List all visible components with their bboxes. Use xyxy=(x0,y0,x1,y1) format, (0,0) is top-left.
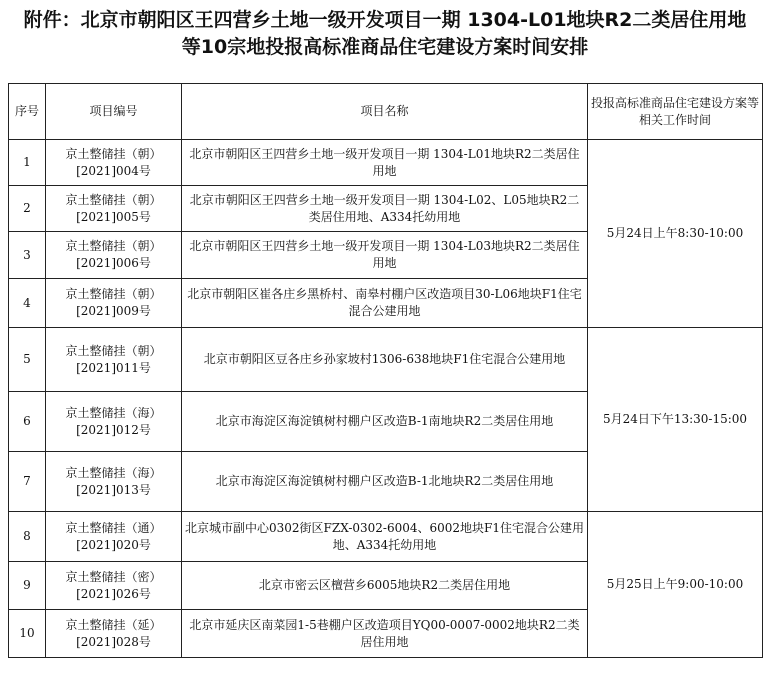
time-slot-3: 5月25日上午9:00-10:00 xyxy=(588,512,763,658)
row-code-number: [2021]013号 xyxy=(76,482,151,497)
header-time: 投报高标准商品住宅建设方案等相关工作时间 xyxy=(588,84,763,140)
row-code-number: [2021]004号 xyxy=(76,163,151,178)
row-code xyxy=(46,512,182,562)
table-row xyxy=(9,512,763,562)
row-index: 4 xyxy=(9,279,46,328)
row-name: 北京市密云区檀营乡6005地块R2二类居住用地 xyxy=(182,562,588,610)
row-code xyxy=(46,610,182,658)
row-code-prefix: 京土整储挂（密） xyxy=(65,569,162,584)
row-code-number: [2021]011号 xyxy=(76,360,151,375)
row-code-prefix: 京土整储挂（海） xyxy=(65,465,162,480)
row-index: 10 xyxy=(9,610,46,658)
row-name: 北京市海淀区海淀镇树村棚户区改造B-1南地块R2二类居住用地 xyxy=(182,392,588,452)
row-index: 6 xyxy=(9,392,46,452)
row-name: 北京城市副中心0302街区FZX-0302-6004、6002地块F1住宅混合公建用地、A334托幼用地 xyxy=(182,512,588,562)
row-code-number: [2021]009号 xyxy=(76,304,151,318)
row-code-number: [2021]020号 xyxy=(76,537,151,552)
row-code-prefix: 京土整储挂（朝） xyxy=(65,239,162,253)
row-code-number: [2021]026号 xyxy=(76,586,151,601)
row-name: 北京市朝阳区王四营乡土地一级开发项目一期 1304-L01地块R2二类居住用地 xyxy=(182,140,588,186)
title-line-1: 附件：北京市朝阳区王四营乡土地一级开发项目一期 1304-L01地块R2二类居住用地 xyxy=(23,9,747,31)
schedule-table xyxy=(8,83,763,658)
row-code xyxy=(46,232,182,279)
time-slot-1: 5月24日上午8:30-10:00 xyxy=(588,140,763,328)
row-code-number: [2021]005号 xyxy=(76,209,151,224)
row-code-number: [2021]006号 xyxy=(76,256,151,270)
row-code-prefix: 京土整储挂（朝） xyxy=(65,192,162,207)
row-index: 1 xyxy=(9,140,46,186)
time-slot-2: 5月24日下午13:30-15:00 xyxy=(588,328,763,512)
row-name: 北京市朝阳区王四营乡土地一级开发项目一期 1304-L03地块R2二类居住用地 xyxy=(182,232,588,279)
header-code: 项目编号 xyxy=(46,84,182,140)
row-code-prefix: 京土整储挂（朝） xyxy=(65,343,162,358)
table-row xyxy=(9,328,763,392)
row-code-prefix: 京土整储挂（延） xyxy=(65,617,162,632)
row-code-prefix: 京土整储挂（朝） xyxy=(65,287,162,301)
row-code xyxy=(46,562,182,610)
header-name: 项目名称 xyxy=(182,84,588,140)
row-code-prefix: 京土整储挂（海） xyxy=(65,405,162,420)
row-code-number: [2021]012号 xyxy=(76,422,151,437)
row-index: 5 xyxy=(9,328,46,392)
row-index: 2 xyxy=(9,186,46,232)
row-code xyxy=(46,452,182,512)
title-line-2: 等10宗地投报高标准商品住宅建设方案时间安排 xyxy=(181,36,589,58)
row-index: 3 xyxy=(9,232,46,279)
row-name: 北京市延庆区南菜园1-5巷棚户区改造项目YQ00-0007-0002地块R2二类居住用地 xyxy=(182,610,588,658)
row-code-number: [2021]028号 xyxy=(76,634,151,649)
page-title xyxy=(0,7,770,61)
row-code xyxy=(46,186,182,232)
row-name: 北京市朝阳区王四营乡土地一级开发项目一期 1304-L02、L05地块R2二类居住用地、A334托幼用地 xyxy=(182,186,588,232)
row-name: 北京市朝阳区崔各庄乡黑桥村、南皋村棚户区改造项目30-L06地块F1住宅混合公建用地 xyxy=(182,279,588,328)
row-index: 9 xyxy=(9,562,46,610)
header-index: 序号 xyxy=(9,84,46,140)
row-code xyxy=(46,392,182,452)
row-code xyxy=(46,140,182,186)
header-row xyxy=(9,84,763,140)
row-name: 北京市朝阳区豆各庄乡孙家坡村1306-638地块F1住宅混合公建用地 xyxy=(182,328,588,392)
row-code xyxy=(46,328,182,392)
table-row xyxy=(9,140,763,186)
row-code xyxy=(46,279,182,328)
row-code-prefix: 京土整储挂（朝） xyxy=(65,146,162,161)
row-name: 北京市海淀区海淀镇树村棚户区改造B-1北地块R2二类居住用地 xyxy=(182,452,588,512)
row-index: 7 xyxy=(9,452,46,512)
row-index: 8 xyxy=(9,512,46,562)
row-code-prefix: 京土整储挂（通） xyxy=(65,520,162,535)
